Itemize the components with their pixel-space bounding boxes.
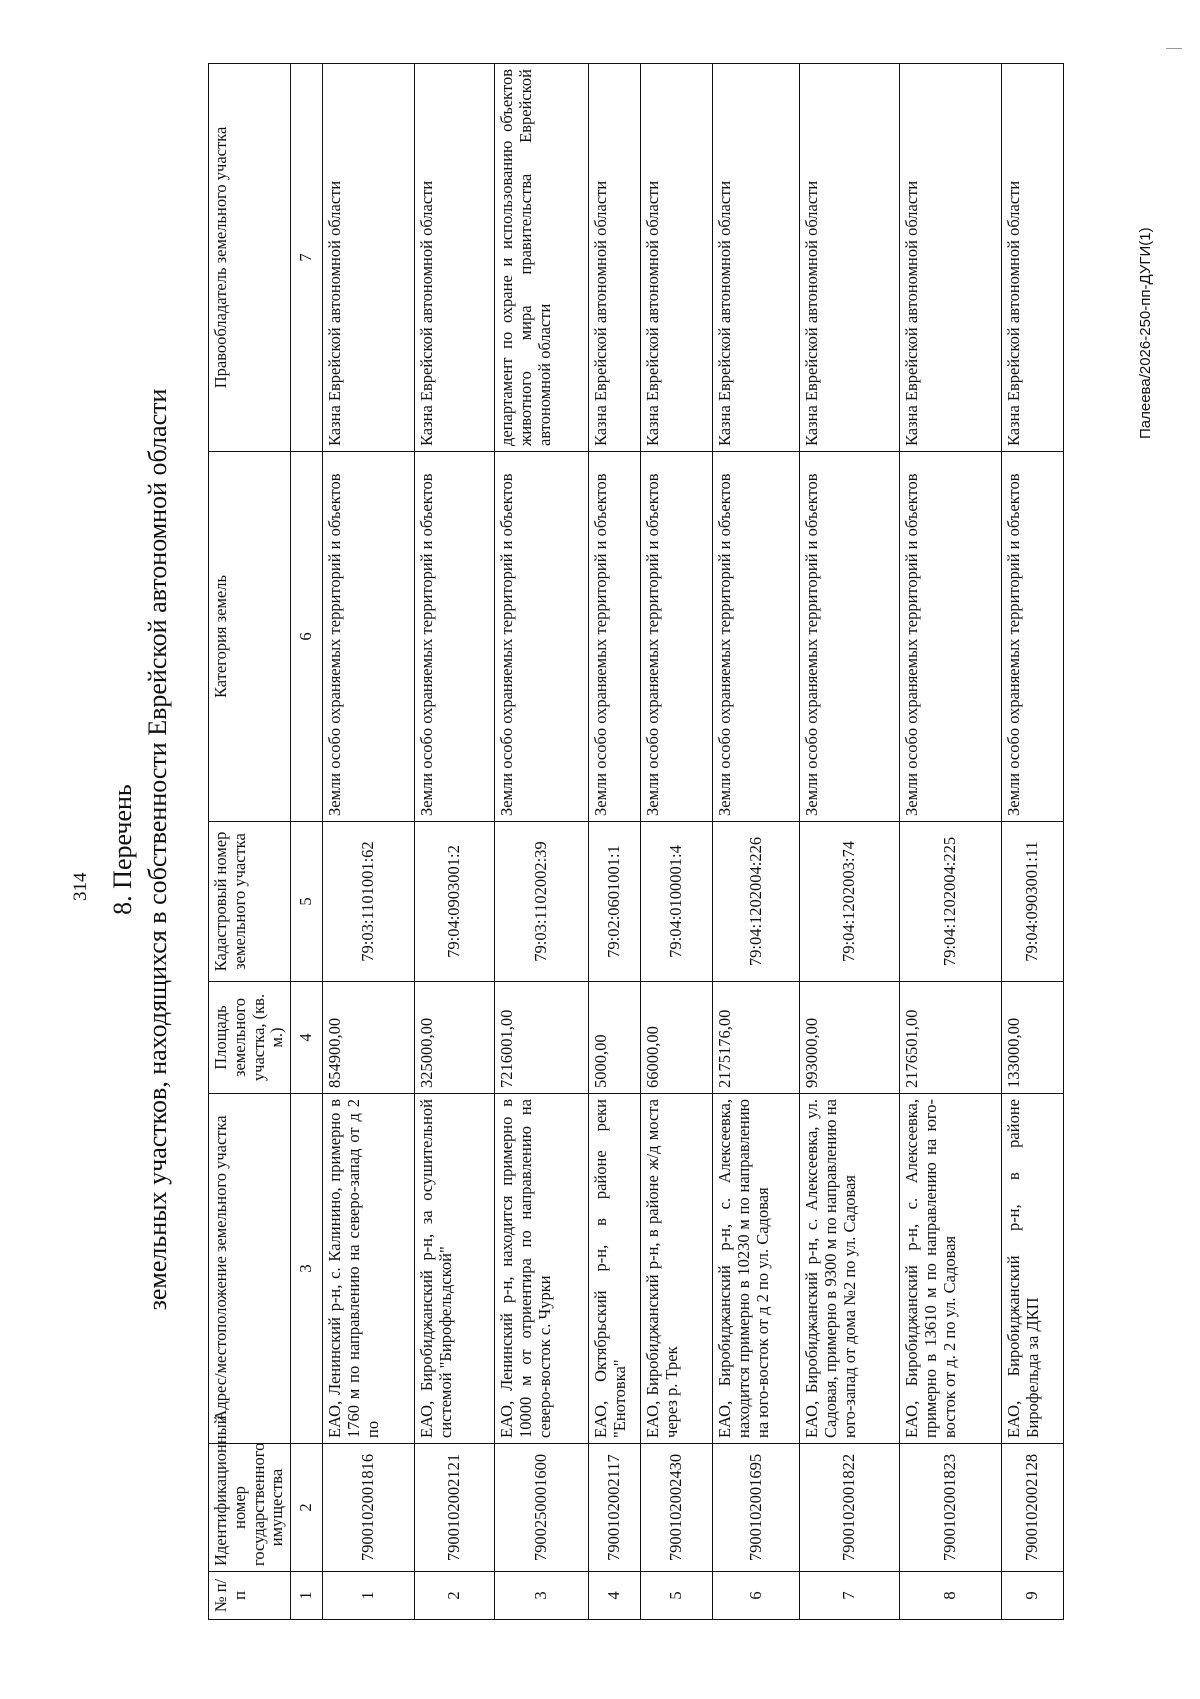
row-number-cell: 9: [1001, 1572, 1063, 1620]
land-category-cell: Земли особо охраняемых территорий и объектов: [588, 452, 640, 822]
header-cell: Правообладатель земельного участка: [209, 64, 291, 452]
land-category-cell: Земли особо охраняемых территорий и объектов: [640, 452, 712, 822]
row-number-cell: 2: [414, 1572, 494, 1620]
table-row: [414, 64, 494, 1620]
address-cell: ЕАО, Биробиджанский р-н, в районе ж/д моста через р. Трек: [640, 1094, 712, 1444]
area-cell: 2176501,00: [899, 982, 1001, 1094]
column-number: 1: [291, 1572, 323, 1620]
row-number-cell: 1: [322, 1572, 414, 1620]
header-cell: Кадастровый номер земельного участка: [209, 822, 291, 982]
title-line-2: земельных участков, находящихся в собственности Еврейской автономной области: [143, 388, 172, 1311]
id-number-cell: 7900102002430: [640, 1444, 712, 1572]
column-number: 5: [291, 822, 323, 982]
header-cell: Адрес/местоположение земельного участка: [209, 1094, 291, 1444]
area-cell: 7216001,00: [494, 982, 588, 1094]
address-cell: ЕАО, Биробиджанский р-н, с. Алексеевка, ул. Садовая, примерно в 9300 м по направлению на юго-запад от дома №2 по ул. Садовая: [799, 1094, 899, 1444]
row-number-cell: 3: [494, 1572, 588, 1620]
land-category-cell: Земли особо охраняемых территорий и объектов: [322, 452, 414, 822]
land-category-cell: Земли особо охраняемых территорий и объектов: [712, 452, 799, 822]
area-cell: 66000,00: [640, 982, 712, 1094]
address-cell: ЕАО, Ленинский р-н, находится примерно в 10000 м от отриентира по направлению на северо-восток с. Чурки: [494, 1094, 588, 1444]
id-number-cell: 7900250001600: [494, 1444, 588, 1572]
cadastral-number-cell: 79:04:0100001:4: [640, 822, 712, 982]
cadastral-number-cell: 79:04:1202004:225: [899, 822, 1001, 982]
row-number-cell: 5: [640, 1572, 712, 1620]
area-cell: 854900,00: [322, 982, 414, 1094]
land-category-cell: Земли особо охраняемых территорий и объектов: [899, 452, 1001, 822]
id-number-cell: 7900102002117: [588, 1444, 640, 1572]
right-holder-cell: Казна Еврейской автономной области: [640, 64, 712, 452]
cadastral-number-cell: 79:04:1202004:226: [712, 822, 799, 982]
row-number-cell: 8: [899, 1572, 1001, 1620]
address-cell: ЕАО, Биробиджанский р-н, за осушительной системой "Бирофельдской": [414, 1094, 494, 1444]
table-row: [899, 64, 1001, 1620]
address-cell: ЕАО, Биробиджанский р-н, с. Алексеевка, находится примерно в 10230 м по направлению на юго-восток от д 2 по ул. Садовая: [712, 1094, 799, 1444]
right-holder-cell: департамент по охране и использованию объектов животного мира правительства Еврейской автономной области: [494, 64, 588, 452]
table-row: [712, 64, 799, 1620]
right-holder-cell: Казна Еврейской автономной области: [712, 64, 799, 452]
table-row: [494, 64, 588, 1620]
row-number-cell: 4: [588, 1572, 640, 1620]
area-cell: 2175176,00: [712, 982, 799, 1094]
cadastral-number-cell: 79:03:1101001:62: [322, 822, 414, 982]
header-cell: № п/п: [209, 1572, 291, 1620]
land-category-cell: Земли особо охраняемых территорий и объектов: [494, 452, 588, 822]
right-holder-cell: Казна Еврейской автономной области: [899, 64, 1001, 452]
row-number-cell: 7: [799, 1572, 899, 1620]
row-number-cell: 6: [712, 1572, 799, 1620]
right-holder-cell: Казна Еврейской автономной области: [588, 64, 640, 452]
title-line-1: 8. Перечень: [108, 784, 137, 915]
id-number-cell: 7900102001822: [799, 1444, 899, 1572]
table-row: [588, 64, 640, 1620]
id-number-cell: 7900102002121: [414, 1444, 494, 1572]
id-number-cell: 7900102001823: [899, 1444, 1001, 1572]
column-number: 7: [291, 64, 323, 452]
header-cell: Категория земель: [209, 452, 291, 822]
right-holder-cell: Казна Еврейской автономной области: [799, 64, 899, 452]
area-cell: 993000,00: [799, 982, 899, 1094]
document-code: Палеева/2026-250-пп-ДУГИ(1): [1137, 227, 1154, 439]
scan-mark: [1166, 48, 1182, 49]
header-cell: Идентификационный номер государственного имущества: [209, 1444, 291, 1572]
area-cell: 325000,00: [414, 982, 494, 1094]
header-row: [209, 64, 291, 1620]
address-cell: ЕАО, Биробиджанский р-н, в районе Бирофельда за ДКП: [1001, 1094, 1063, 1444]
column-number: 4: [291, 982, 323, 1094]
land-plots-table: [208, 63, 1064, 1620]
cadastral-number-cell: 79:04:1202003:74: [799, 822, 899, 982]
id-number-cell: 7900102002128: [1001, 1444, 1063, 1572]
land-category-cell: Земли особо охраняемых территорий и объектов: [414, 452, 494, 822]
cadastral-number-cell: 79:03:1102002:39: [494, 822, 588, 982]
id-number-cell: 7900102001695: [712, 1444, 799, 1572]
right-holder-cell: Казна Еврейской автономной области: [1001, 64, 1063, 452]
address-cell: ЕАО, Биробиджанский р-н, с. Алексеевка, примерно в 13610 м по направлению на юго-восток от д. 2 по ул. Садовая: [899, 1094, 1001, 1444]
cadastral-number-cell: 79:02:0601001:1: [588, 822, 640, 982]
table-row: [1001, 64, 1063, 1620]
right-holder-cell: Казна Еврейской автономной области: [322, 64, 414, 452]
land-category-cell: Земли особо охраняемых территорий и объектов: [1001, 452, 1063, 822]
column-number: 3: [291, 1094, 323, 1444]
table-row: [799, 64, 899, 1620]
id-number-cell: 7900102001816: [322, 1444, 414, 1572]
table-row: [640, 64, 712, 1620]
page-number: 314: [70, 872, 91, 901]
cadastral-number-cell: 79:04:0903001:2: [414, 822, 494, 982]
cadastral-number-cell: 79:04:0903001:11: [1001, 822, 1063, 982]
column-number: 2: [291, 1444, 323, 1572]
address-cell: ЕАО, Ленинский р-н, с. Калинино, примерно в 1760 м по направлению на северо-запад от д 2 по: [322, 1094, 414, 1444]
right-holder-cell: Казна Еврейской автономной области: [414, 64, 494, 452]
area-cell: 5000,00: [588, 982, 640, 1094]
header-cell: Площадь земельного участка, (кв. м.): [209, 982, 291, 1094]
table-row: [322, 64, 414, 1620]
area-cell: 133000,00: [1001, 982, 1063, 1094]
column-number-row: [291, 64, 323, 1620]
address-cell: ЕАО, Октябрьский р-н, в районе реки "Енотовка": [588, 1094, 640, 1444]
land-category-cell: Земли особо охраняемых территорий и объектов: [799, 452, 899, 822]
column-number: 6: [291, 452, 323, 822]
